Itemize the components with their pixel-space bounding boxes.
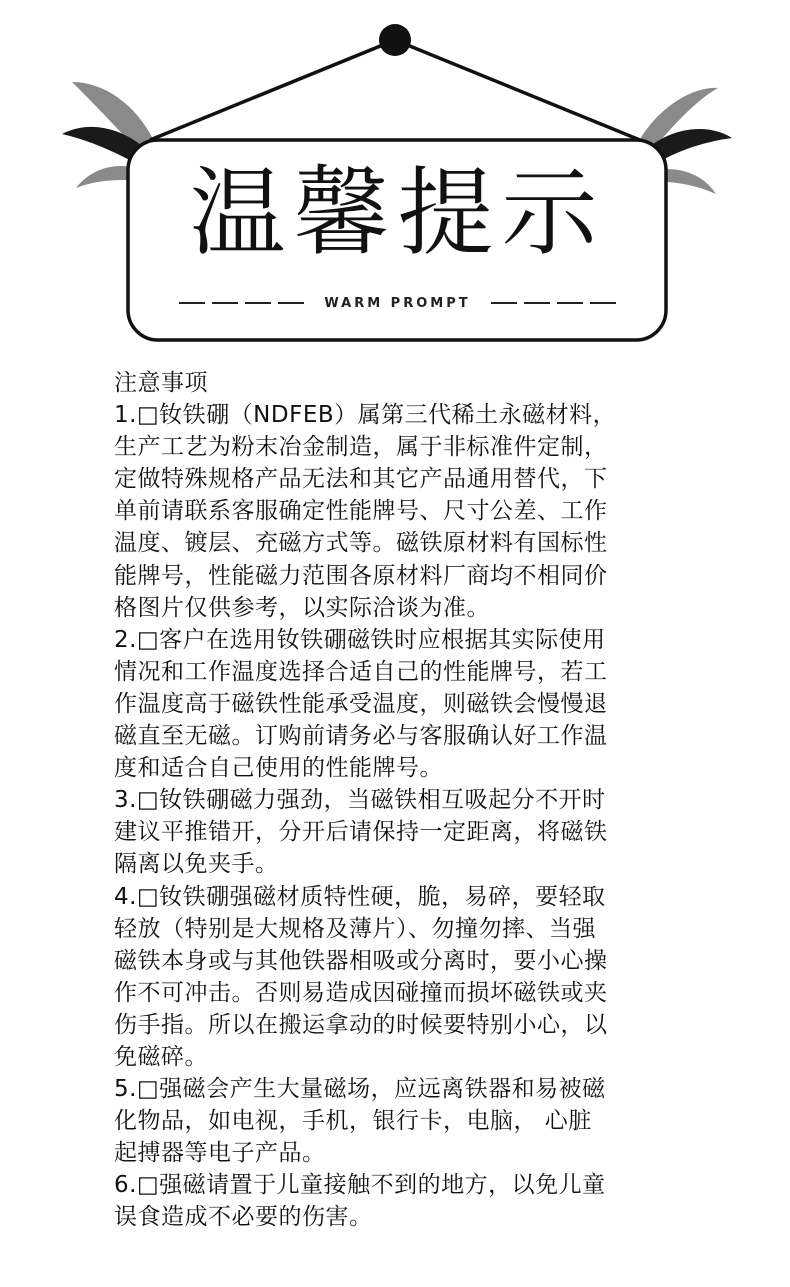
notice-line: 磁直至无磁。订购前请务必与客服确认好工作温 xyxy=(114,723,608,750)
notice-line: 1.□钕铁硼（NDFEB）属第三代稀土永磁材料， xyxy=(114,402,617,429)
notice-line: 起搏器等电子产品。 xyxy=(114,1140,326,1167)
notice-line: 磁铁本身或与其他铁器相吸或分离时，要小心操 xyxy=(114,947,608,974)
notice-line: 建议平推错开，分开后请保持一定距离，将磁铁 xyxy=(114,819,608,846)
notice-line: 4.□钕铁硼强磁材质特性硬，脆，易碎，要轻取 xyxy=(114,883,606,910)
notice-line: 生产工艺为粉末冶金制造，属于非标准件定制， xyxy=(114,434,608,461)
notice-line: 情况和工作温度选择合适自己的性能牌号，若工 xyxy=(114,658,608,685)
notice-line: 伤手指。所以在搬运拿动的时候要特别小心，以 xyxy=(114,1011,608,1038)
notice-content xyxy=(114,367,754,1234)
notice-line: 格图片仅供参考，以实际洽谈为准。 xyxy=(114,594,490,621)
notice-line: 能牌号，性能磁力范围各原材料厂商均不相同价 xyxy=(114,562,608,589)
sign-title: 温馨提示 xyxy=(189,157,606,269)
sign-subtitle: WARM PROMPT xyxy=(324,295,471,311)
notice-line: 误食造成不必要的伤害。 xyxy=(114,1204,373,1231)
left-dash-divider xyxy=(179,302,304,304)
notice-line: 5.□强磁会产生大量磁场，应远离铁器和易被磁 xyxy=(114,1076,606,1103)
notice-line: 温度、镀层、充磁方式等。磁铁原材料有国标性 xyxy=(114,530,608,557)
notice-line: 轻放（特别是大规格及薄片）、勿撞勿摔、当强 xyxy=(114,915,596,942)
notice-line: 免磁碎。 xyxy=(114,1043,208,1070)
nail-icon xyxy=(379,24,411,56)
notice-line: 作不可冲击。否则易造成因碰撞而损坏磁铁或夹 xyxy=(114,979,608,1006)
notice-line: 作温度高于磁铁性能承受温度，则磁铁会慢慢退 xyxy=(114,690,608,717)
right-dash-divider xyxy=(491,302,616,304)
notice-line: 定做特殊规格产品无法和其它产品通用替代，下 xyxy=(114,466,608,493)
notice-line: 2.□客户在选用钕铁硼磁铁时应根据其实际使用 xyxy=(114,626,606,653)
notice-line: 6.□强磁请置于儿童接触不到的地方，以免儿童 xyxy=(114,1172,606,1199)
notice-line: 单前请联系客服确定性能牌号、尺寸公差、工作 xyxy=(114,498,608,525)
sign-subtitle-row xyxy=(150,290,645,316)
notice-heading: 注意事项 xyxy=(114,370,208,396)
notice-line: 化物品，如电视，手机，银行卡，电脑， 心脏 xyxy=(114,1108,592,1135)
notice-line: 3.□钕铁硼磁力强劲，当磁铁相互吸起分不开时 xyxy=(114,787,606,814)
warm-prompt-header xyxy=(0,0,790,360)
notice-line: 度和适合自己使用的性能牌号。 xyxy=(114,755,443,782)
notice-line: 隔离以免夹手。 xyxy=(114,851,279,878)
